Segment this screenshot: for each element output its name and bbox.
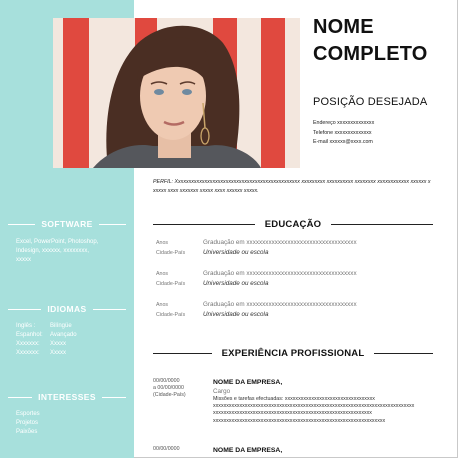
- job-description: xxxxxxxxxxxxxxxxxxxxxxxxxxxxxxxxxxxxxxxxxxxxxxxxxxxxxxxxxxxxxxxxxxxxxxxxxxxx: [213, 403, 415, 410]
- language-level: Bilíngüe: [50, 323, 72, 329]
- language-name: Xxxxxxx:: [16, 341, 40, 347]
- language-row: [16, 349, 77, 358]
- software-title: SOFTWARE: [41, 219, 93, 229]
- experience-dates: [153, 378, 213, 425]
- profile-photo: [53, 18, 300, 168]
- experience-details: [213, 378, 435, 425]
- interests-list: [16, 410, 40, 437]
- interest-item: Paixões: [16, 429, 38, 435]
- software-heading: [8, 219, 126, 229]
- language-level: Xxxxx: [50, 350, 67, 356]
- education-city: Cidade-País: [156, 281, 186, 287]
- contact-address: Endereço xxxxxxxxxxxxxx: [313, 120, 375, 126]
- portrait-illustration: [53, 18, 300, 168]
- software-line: xxxxx: [16, 257, 31, 263]
- education-school: Universidade ou escola: [203, 311, 269, 318]
- experience-start-date: 00/00/0000: [153, 446, 180, 452]
- language-name: Xxxxxxx:: [16, 350, 40, 356]
- name-line-1: NOME: [313, 16, 374, 38]
- education-entry: [156, 269, 436, 289]
- language-name: Espanhol:: [16, 332, 43, 338]
- education-degree: Graduação em xxxxxxxxxxxxxxxxxxxxxxxxxxxxxxxxxxx: [203, 239, 357, 246]
- company-name: NOME DA EMPRESA,: [213, 379, 283, 386]
- education-degree: Graduação em xxxxxxxxxxxxxxxxxxxxxxxxxxxxxxxxxxx: [203, 301, 357, 308]
- education-school: Universidade ou escola: [203, 249, 269, 256]
- profile-summary: PERFIL: Xxxxxxxxxxxxxxxxxxxxxxxxxxxxxxxxxxxxxxxxxxxxxxx xxxxxxxxx xxxxxxxxxx xxxxxxxx xxxxxxxxxxxx xxxxxx xxxxxx xxxx xxxxxxx xxxxx xxxx xxxxxx xxxxx.: [153, 179, 431, 194]
- experience-details: [213, 446, 435, 455]
- contact-phone: Telefone xxxxxxxxxxxxxx: [313, 129, 372, 136]
- education-city: Cidade-País: [156, 250, 186, 256]
- experience-entry: [153, 378, 435, 425]
- experience-start-date: 00/00/0000: [153, 378, 180, 384]
- full-name: [313, 14, 428, 68]
- education-title: EDUCAÇÃO: [264, 219, 322, 230]
- education-entry: [156, 300, 436, 320]
- education-years: Anos: [156, 302, 169, 308]
- contact-info: [313, 119, 374, 148]
- experience-heading: [153, 348, 433, 359]
- education-years: Anos: [156, 240, 169, 246]
- experience-place: (Cidade-País): [153, 392, 186, 398]
- language-level: Avançado: [50, 332, 77, 338]
- language-row: [16, 340, 77, 349]
- desired-position: POSIÇÃO DESEJADA: [313, 96, 428, 108]
- languages-list: [16, 322, 77, 358]
- job-description: Missões e tarefas efectuadas: xxxxxxxxxxxxxxxxxxxxxxxxxxxxxxxxxx: [213, 396, 375, 402]
- languages-heading: [8, 304, 126, 314]
- language-row: [16, 331, 77, 340]
- education-entry: [156, 238, 436, 258]
- language-row: [16, 322, 77, 331]
- education-heading: [153, 219, 433, 230]
- language-name: Inglês :: [16, 323, 36, 329]
- software-list: [16, 238, 98, 265]
- name-line-2: COMPLETO: [313, 43, 428, 65]
- interest-item: Esportes: [16, 411, 40, 417]
- education-school: Universidade ou escola: [203, 280, 269, 287]
- contact-email: E-mail xxxxxx@xxxx.com: [313, 139, 373, 145]
- experience-title: EXPERIÊNCIA PROFISSIONAL: [221, 348, 365, 359]
- interest-item: Projetos: [16, 420, 39, 426]
- experience-dates: [153, 446, 213, 455]
- job-description: xxxxxxxxxxxxxxxxxxxxxxxxxxxxxxxxxxxxxxxxxxxxxxxxxxxxxxxxxxxx: [213, 410, 372, 417]
- experience-end-date: a 00/00/0000: [153, 385, 184, 391]
- education-years: Anos: [156, 271, 169, 277]
- languages-title: IDIOMAS: [47, 304, 87, 314]
- interests-title: INTERESSES: [38, 392, 96, 402]
- experience-entry: [153, 446, 435, 455]
- education-city: Cidade-País: [156, 312, 186, 318]
- software-line: Excel, PowerPoint, Photoshop,: [16, 239, 99, 245]
- job-title: Cargo: [213, 388, 231, 395]
- education-degree: Graduação em xxxxxxxxxxxxxxxxxxxxxxxxxxxxxxxxxxx: [203, 270, 357, 277]
- interests-heading: [8, 392, 126, 402]
- software-line: Indesign, xxxxxx, xxxxxxxx,: [16, 248, 90, 254]
- company-name: NOME DA EMPRESA,: [213, 447, 283, 454]
- language-level: Xxxxx: [50, 341, 67, 347]
- job-description: xxxxxxxxxxxxxxxxxxxxxxxxxxxxxxxxxxxxxxxxxxxxxxxxxxxxxxxxxxxxxxxxx: [213, 417, 386, 424]
